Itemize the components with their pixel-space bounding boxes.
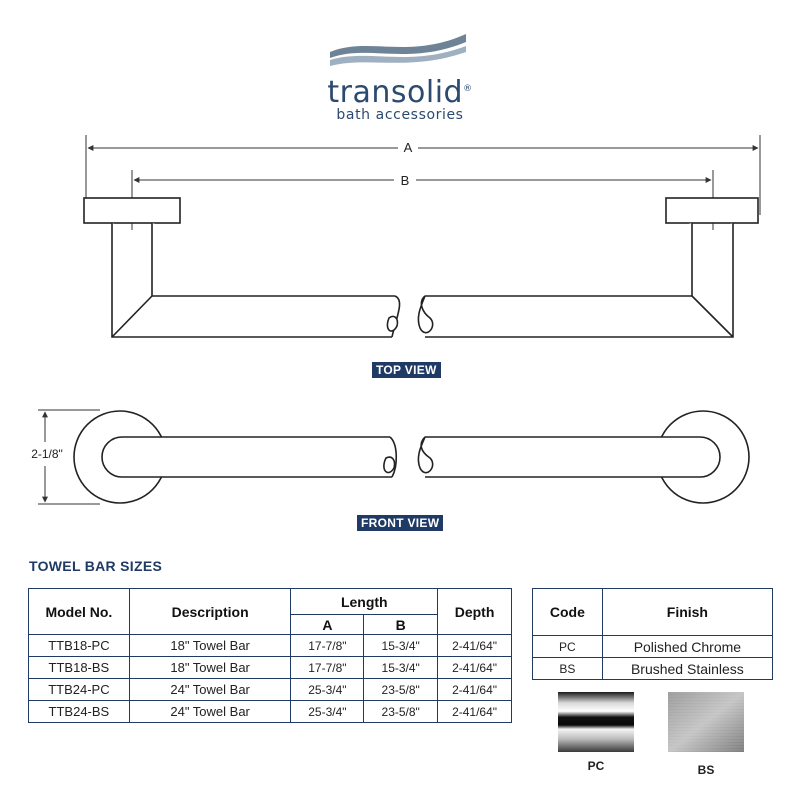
- model-cell: TTB24-PC: [29, 679, 130, 701]
- towel-bar-sizes-table: [28, 588, 512, 723]
- code-cell: BS: [533, 658, 603, 680]
- dim-b-label: B: [400, 173, 410, 188]
- length-a-cell: 17-7/8": [291, 635, 364, 657]
- header-depth: Depth: [438, 589, 512, 635]
- dim-a-label: A: [403, 140, 413, 155]
- description-cell: 24" Towel Bar: [129, 679, 291, 701]
- depth-cell: 2-41/64": [438, 701, 512, 723]
- brand-name: transolid®: [327, 75, 473, 110]
- left-flange-top: [84, 198, 180, 223]
- table-row: [29, 679, 512, 701]
- right-bar-inner: [425, 223, 692, 296]
- table-row: [533, 636, 773, 658]
- left-rod-front: [102, 437, 392, 477]
- top-view-label: TOP VIEW: [372, 362, 441, 378]
- front-view-label: FRONT VIEW: [357, 515, 443, 531]
- table-row: [29, 701, 512, 723]
- table-row: [29, 635, 512, 657]
- header-finish: Finish: [602, 589, 772, 636]
- table-row: [533, 658, 773, 680]
- header-model: Model No.: [29, 589, 130, 635]
- finish-table: [532, 588, 773, 680]
- right-rod-front: [425, 437, 720, 477]
- description-cell: 18" Towel Bar: [129, 635, 291, 657]
- top-view: [84, 198, 758, 337]
- front-view: [74, 411, 749, 503]
- height-dim-label: 2-1/8": [31, 447, 63, 461]
- polished-chrome-swatch: [558, 692, 634, 752]
- header-length-a: A: [291, 615, 364, 635]
- code-cell: PC: [533, 636, 603, 658]
- table-row: [29, 657, 512, 679]
- brand-tagline: bath accessories: [336, 107, 464, 123]
- header-length-b: B: [364, 615, 438, 635]
- depth-cell: 2-41/64": [438, 679, 512, 701]
- swatch-pc-label: PC: [587, 759, 605, 773]
- description-cell: 18" Towel Bar: [129, 657, 291, 679]
- model-cell: TTB18-BS: [29, 657, 130, 679]
- right-flange-top: [666, 198, 758, 223]
- depth-cell: 2-41/64": [438, 657, 512, 679]
- length-a-cell: 25-3/4": [291, 701, 364, 723]
- model-cell: TTB24-BS: [29, 701, 130, 723]
- length-b-cell: 15-3/4": [364, 635, 438, 657]
- finish-cell: Polished Chrome: [602, 636, 772, 658]
- header-code: Code: [533, 589, 603, 636]
- brushed-stainless-swatch: [668, 692, 744, 752]
- length-b-cell: 15-3/4": [364, 657, 438, 679]
- length-b-cell: 23-5/8": [364, 701, 438, 723]
- model-cell: TTB18-PC: [29, 635, 130, 657]
- left-bar-inner: [152, 223, 395, 296]
- description-cell: 24" Towel Bar: [129, 701, 291, 723]
- header-length: Length: [291, 589, 438, 615]
- registered-mark: ®: [463, 84, 473, 94]
- swatch-bs-label: BS: [697, 763, 715, 777]
- towel-bar-sizes-title: TOWEL BAR SIZES: [29, 558, 163, 574]
- length-a-cell: 17-7/8": [291, 657, 364, 679]
- header-description: Description: [129, 589, 291, 635]
- length-a-cell: 25-3/4": [291, 679, 364, 701]
- depth-cell: 2-41/64": [438, 635, 512, 657]
- length-b-cell: 23-5/8": [364, 679, 438, 701]
- finish-cell: Brushed Stainless: [602, 658, 772, 680]
